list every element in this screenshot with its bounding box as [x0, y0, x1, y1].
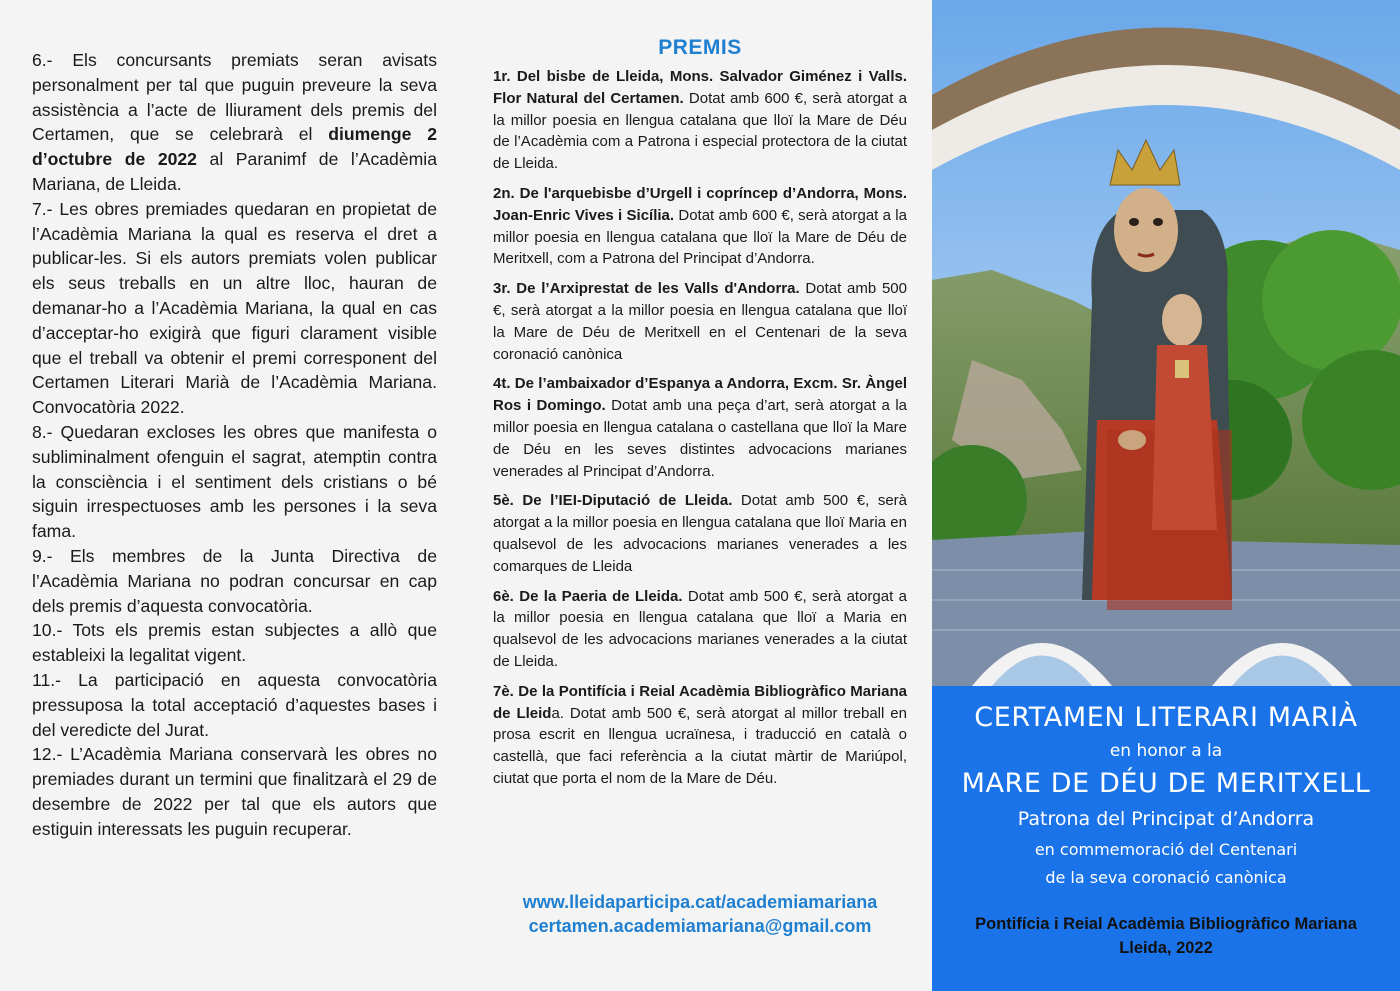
prize-item: 6è. De la Paeria de Lleida. Dotat amb 500 €, serà atorgat a la millor poesia en llengua catalana que lloï a Maria en qualsevol de les advocacions marianes venerades a la ciutat de Lleida.	[493, 587, 907, 670]
cover-dedication: MARE DE DÉU DE MERITXELL	[961, 768, 1371, 799]
prizes-title: PREMIS	[658, 36, 742, 59]
rule-8: 8.- Quedaran excloses les obres que manifesta o subliminalment ofenguin el sagrat, atemptin contra la consciència i el sentiment dels cristians o bé siguin irrespectuoses amb les persones i la seva fama.	[32, 421, 437, 542]
rule-7: 7.- Les obres premiades quedaran en propietat de l’Acadèmia Mariana la qual es reserva el dret a publicar-les. Si els autors premiats volen publicar els seus treballs en un altre lloc, hauran de demanar-ho a l’Acadèmia Mariana, la qual en cas d’acceptar-ho exigirà que figuri clarament visible que el treball va obtenir el premi corresponent del Certamen Literari Marià de l’Acadèmia Mariana. Convocatòria 2022.	[32, 198, 437, 418]
cover-title: CERTAMEN LITERARI MARIÀ	[974, 702, 1358, 733]
rule-11: 11.- La participació en aquesta convocatòria pressuposa la total acceptació d’aquestes bases i del veredicte del Jurat.	[32, 669, 437, 740]
cover-commemoration: en commemoració del Centenari	[1034, 840, 1298, 859]
cover-organizer: Pontifícia i Reial Acadèmia Bibliogràfico Mariana Lleida, 2022	[975, 915, 1357, 957]
cover-panel	[932, 0, 1400, 991]
prize-item: 2n. De l'arquebisbe d’Urgell i copríncep d’Andorra, Mons. Joan-Enric Vives i Sicília. Dotat amb 600 €, serà atorgat a la millor poesia en llengua catalana que lloï la Mare de Déu de Meritxell, com a Patrona del Principat d’Andorra.	[493, 184, 907, 268]
ceremony-date: diumenge 2 d’octubre de 2022	[32, 124, 437, 170]
website-link[interactable]: www.lleidaparticipa.cat/academiamariana	[522, 892, 878, 912]
prize-item: 1r. Del bisbe de Lleida, Mons. Salvador Giménez i Valls. Flor Natural del Certamen. Dotat amb 600 €, serà atorgat a la millor poesia en llengua catalana que lloï la Mare de Déu de l’Acadèmia com a Patrona i especial protectora de la ciutat de Lleida.	[493, 68, 908, 173]
prize-item: 5è. De l’IEI-Diputació de Lleida. Dotat amb 500 €, serà atorgat a la millor poesia en llengua catalana que lloï Maria en qualsevol de les advocacions marianes venerades a les comarques de Lleida	[493, 492, 907, 575]
email-link[interactable]: certamen.academiamariana@gmail.com	[528, 916, 872, 936]
prize-item: 7è. De la Pontifícia i Reial Acadèmia Bibliogràfico Mariana de Lleida. Dotat amb 500 €, serà atorgat al millor treball en prosa escrit en llengua ucraïnesa, i traducció en català o castellà, que faci referència a la ciutat màrtir de Mariúpol, ciutat que porta el nom de la Mare de Déu.	[493, 682, 907, 787]
rule-12: 12.- L’Acadèmia Mariana conservarà les obres no premiades durant un termini que finalitzarà el 29 de desembre de 2022 per tal que els autors que estiguin interessats les puguin recuperar.	[32, 744, 437, 839]
rule-10: 10.- Tots els premis estan subjectes a allò que estableixi la legalitat vigent.	[32, 620, 437, 666]
contact-links	[480, 890, 920, 938]
cover-subtitle: en honor a la	[1109, 741, 1223, 761]
prize-item: 4t. De l’ambaixador d’Espanya a Andorra, Excm. Sr. Àngel Ros i Domingo. Dotat amb una peça d’art, serà atorgat a la millor poesia en llengua catalana o castellana que lloï la Mare de Déu en les seves distintes advocacions marianes venerades al Principat d’Andorra.	[493, 375, 907, 480]
rule-6: 6.- Els concursants premiats seran avisats personalment per tal que puguin preveure la seva assistència a l’acte de lliurament dels premis del Certamen, que se celebrarà el diumenge 2 d’octubre de 2022 al Paranimf de l’Acadèmia Mariana, de Lleida.	[32, 50, 437, 194]
bases-column	[32, 48, 437, 842]
prizes-column	[493, 34, 907, 798]
rule-9: 9.- Els membres de la Junta Directiva de l’Acadèmia Mariana no podran concursar en cap dels premis d’aquesta convocatòria.	[32, 545, 437, 616]
prize-item: 3r. De l’Arxiprestat de les Valls d'Andorra. Dotat amb 500 €, serà atorgat a la millor poesia en llengua catalana que lloï la Mare de Déu de Meritxell en el Centenari de la seva coronació canònica	[493, 280, 907, 363]
cover-patron: Patrona del Principat d’Andorra	[1017, 808, 1315, 830]
cover-coronation: de la seva coronació canònica	[1045, 868, 1287, 887]
virgin-statue-photo	[932, 0, 1400, 686]
cover-caption	[932, 686, 1400, 991]
